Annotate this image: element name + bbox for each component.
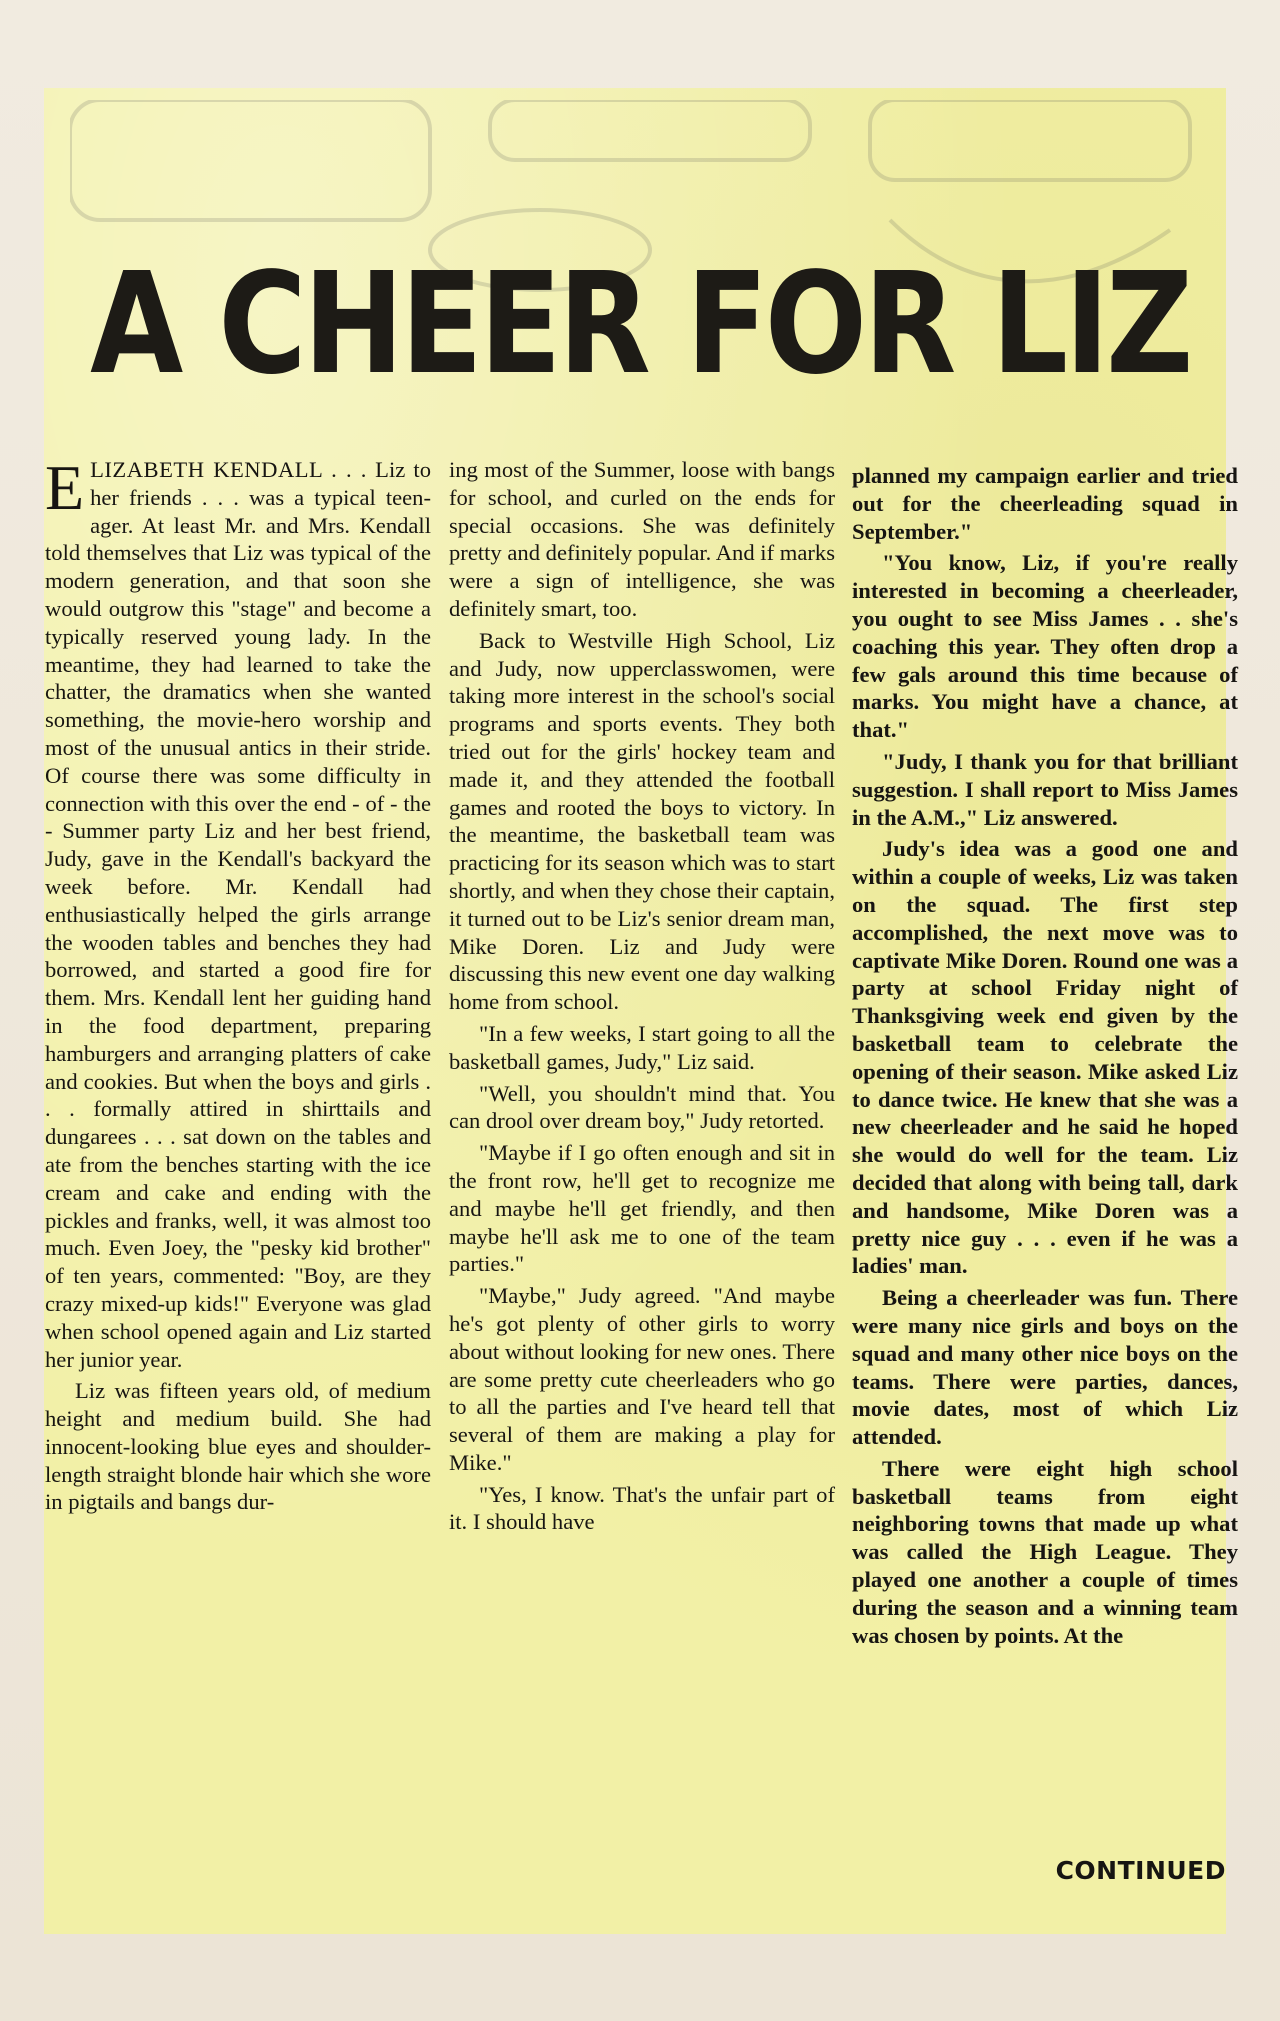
drop-cap: E <box>45 452 85 523</box>
lead-caps: LIZABETH KENDALL . . . <box>90 457 367 482</box>
lead-paragraph <box>45 452 431 1373</box>
paragraph: "Judy, I thank you for that brilliant suggestion. I shall report to Miss James in the A.M.," Liz answered. <box>852 748 1238 830</box>
paragraph: "In a few weeks, I start going to all the basketball games, Judy," Liz said. <box>449 1020 835 1074</box>
paragraph: "You know, Liz, if you're really interested in becoming a cheerleader, you ought to see Miss James . . she's coaching this year. They often drop a few gals around this time because of marks. You might have a chance, at that." <box>852 550 1238 743</box>
paragraph: Judy's idea was a good one and within a couple of weeks, Liz was taken on the squad. The first step accomplished, the next move was to captivate Mike Doren. Round one was a party at school Friday night of Thanksgiving week end given by the basketball team to celebrate the opening of their season. Mike asked Liz to dance twice. He knew that she was a new cheerleader and he said he hoped she would do well for the team. Liz decided that along with being tall, dark and handsome, Mike Doren was a pretty nice guy . . . even if he was a ladies' man. <box>852 836 1238 1279</box>
paragraph: Being a cheerleader was fun. There were many nice girls and boys on the squad and many other nice boys on the teams. There were parties, dances, movie dates, most of which Liz attended. <box>852 1285 1238 1450</box>
story-title: A CHEER FOR LIZ <box>90 243 1190 406</box>
paragraph: Back to Westville High School, Liz and Judy, now upperclasswomen, were taking more interest in the school's social programs and sports events. They both tried out for the girls' hockey team and made it, and they attended the football games and rooted the boys to victory. In the meantime, the basketball team was practicing for its season which was to start shortly, and when they chose their captain, it turned out to be Liz's senior dream man, Mike Doren. Liz and Judy were discussing this new event one day walking home from school. <box>449 627 835 1015</box>
continued-label: CONTINUED <box>1055 1856 1226 1885</box>
column-2 <box>449 456 835 1536</box>
paragraph: planned my campaign earlier and tried out for the cheerleading squad in September." <box>852 463 1238 544</box>
paragraph: "Maybe if I go often enough and sit in the front row, he'll get to recognize me and maybe he'll get friendly, and then maybe he'll ask me to one of the team parties." <box>449 1140 835 1277</box>
paragraph: "Yes, I know. That's the unfair part of it. I should have <box>449 1481 835 1535</box>
paragraph: "Well, you shouldn't mind that. You can drool over dream boy," Judy retorted. <box>449 1080 835 1134</box>
paragraph: There were eight high school basketball teams from eight neighboring towns that made up what was called the High League. They played one another a couple of times during the season and a winning team was chosen by points. At the <box>852 1455 1238 1648</box>
column-3 <box>852 456 1238 1649</box>
paragraph: "Maybe," Judy agreed. "And maybe he's got plenty of other girls to worry about without looking for new ones. There are some pretty cute cheerleaders who go to all the parties and I've heard tell that several of them are making a play for Mike." <box>449 1283 835 1475</box>
column-1 <box>45 452 431 1516</box>
paragraph: ing most of the Summer, loose with bangs for school, and curled on the ends for special occasions. She was definitely pretty and definitely popular. And if marks were a sign of intelligence, she was definitely smart, too. <box>449 457 835 621</box>
paragraph: Liz was fifteen years old, of medium height and medium build. She had innocent-looking blue eyes and shoulder-length straight blonde hair which she wore in pigtails and bangs dur- <box>45 1378 431 1515</box>
paragraph: Liz to her friends . . . was a typical teen-ager. At least Mr. and Mrs. Kendall told themselves that Liz was typical of the modern generation, and that soon she would outgrow this "stage" and become a typically reserved young lady. In the meantime, they had learned to take the chatter, the dramatics when she wanted something, the movie-hero worship and most of the unusual antics in their stride. Of course there was some difficulty in connection with this over the end - of - the - Summer party Liz and her best friend, Judy, gave in the Kendall's backyard the week before. Mr. Kendall had enthusiastically helped the girls arrange the wooden tables and benches they had borrowed, and started a good fire for them. Mrs. Kendall lent her guiding hand in the food department, preparing hamburgers and arranging platters of cake and cookies. But when the boys and girls . . . formally attired in shirttails and dungarees . . . sat down on the tables and ate from the benches starting with the ice cream and cake and ending with the pickles and franks, well, it was almost too much. Even Joey, the "pesky kid brother" of ten years, commented: "Boy, are they crazy mixed-up kids!" Everyone was glad when school opened again and Liz started her junior year. <box>45 457 431 1372</box>
